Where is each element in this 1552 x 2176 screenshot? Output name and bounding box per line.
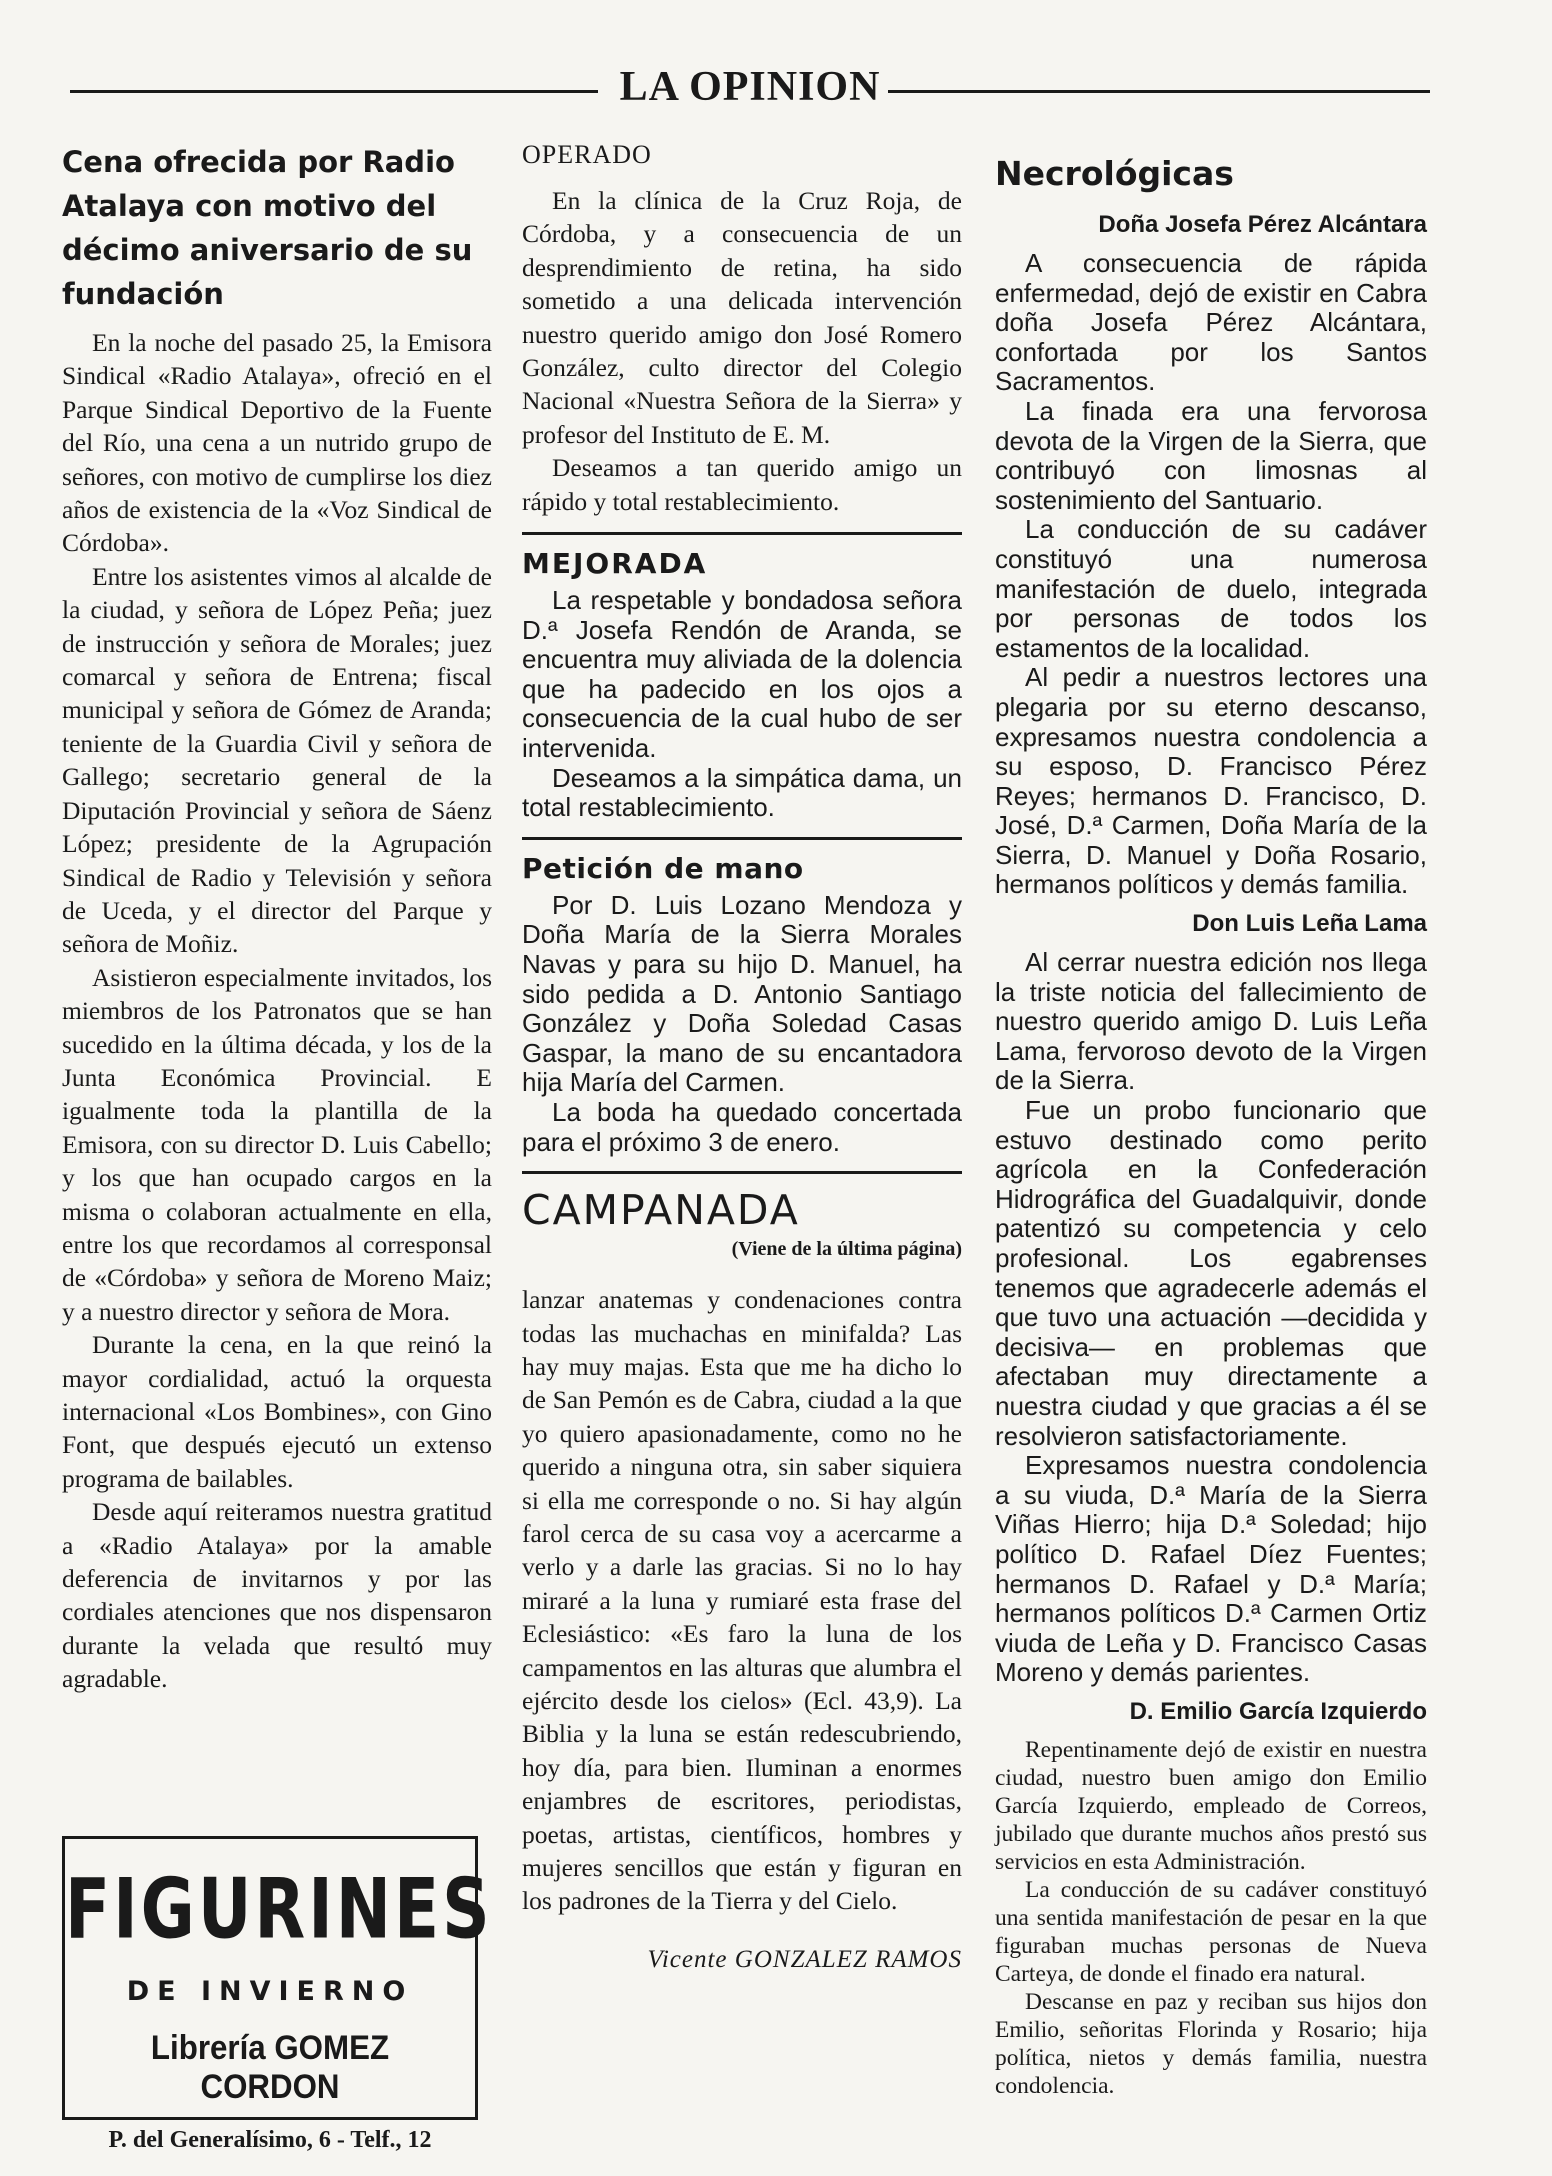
campanada-body — [522, 1283, 962, 1918]
figurines-advertisement — [62, 1836, 493, 2153]
section-title-necrologicas: Necrológicas — [995, 154, 1234, 193]
obituary-name: D. Emilio García Izquierdo — [1129, 1697, 1427, 1725]
masthead — [70, 62, 1430, 112]
ad-headline: FIGURINES — [65, 1861, 493, 1958]
section-title-campanada: CAMPANADA — [522, 1186, 800, 1235]
paragraph: La respetable y bondadosa señora D.ª Josefa Rendón de Aranda, se encuentra muy aliviada de la dolencia que ha padecido en los ojos a consecuencia de la cual hubo de ser intervenida. — [522, 585, 962, 764]
article-headline: Cena ofrecida por Radio Atalaya con motivo del décimo aniversario de su fundación — [62, 145, 473, 311]
page-title: LA OPINION — [619, 64, 881, 110]
section-divider — [522, 532, 962, 535]
ad-address: P. del Generalísimo, 6 - Telf., 12 — [108, 2127, 432, 2153]
paragraph: Por D. Luis Lozano Mendoza y Doña María de la Sierra Morales Navas y para su hijo D. Manuel, ha sido pedida a D. Antonio Santiago González y Doña Soledad Casas Gaspar, la mano de su encantadora hija María del Carmen. — [522, 889, 962, 1098]
author-signature: Vicente GONZALEZ RAMOS — [647, 1945, 962, 1973]
obituary-name: Don Luis Leña Lama — [1192, 910, 1427, 938]
paragraph: La conducción de su cadáver constituyó una sentida manifestación de pesar en la que figuraban muchas personas de Nueva Carteya, de donde el finado era natural. — [995, 1876, 1427, 1987]
paragraph: En la noche del pasado 25, la Emisora Sindical «Radio Atalaya», ofreció en el Parque Sindical Deportivo de la Fuente del Río, una cena a un nutrido grupo de señores, con motivo de cumplirse los diez años de existencia de la «Voz Sindical de Córdoba». — [62, 328, 492, 558]
section-divider — [522, 837, 962, 840]
obituary-name: Doña Josefa Pérez Alcántara — [1098, 211, 1427, 238]
paragraph: lanzar anatemas y condenaciones contra todas las muchachas en minifalda? Las hay muy majas. Esta que me ha dicho lo de San Pemón es de Cabra, ciudad a la que yo quiero apasionadamente, como no he querido a ninguna otra, sin saber siquiera si ella me corresponde o no. Si hay algún farol cerca de su casa voy a acercarme a verlo y a darle las gracias. Si no lo hay miraré a la luna y rumiaré esta frase del Eclesiástico: «Es faro la luna de los campamentos en las alturas que alumbra el ejército desde los cielos» (Ecl. 43,9). La Biblia y la luna se están redescubriendo, hoy día, para bien. Iluminan a enormes enjambres de escritores, periodistas, poetas, artistas, científicos, hombres y mujeres sencillos que están y figuran en los padrones de la Tierra y del Cielo. — [522, 1285, 962, 1916]
paragraph: Deseamos a la simpática dama, un total restablecimiento. — [522, 762, 962, 823]
obituary-body — [995, 1736, 1427, 2100]
paragraph: Expresamos nuestra condolencia a su viuda, D.ª María de la Sierra Viñas Hierro; hija D.ª Soledad; hijo político D. Rafael Díez Fuentes; hermanos D. Rafael y D.ª María; hermanos políticos D.ª Carmen Ortiz viuda de Leña y D. Francisco Casas Moreno y demás parientes. — [995, 1450, 1427, 1688]
section-divider — [522, 1171, 962, 1174]
paragraph: Asistieron especialmente invitados, los miembros de los Patronatos que se han sucedido en la última década, y los de la Junta Económica Provincial. E igualmente toda la plantilla de la Emisora, con su director D. Luis Cabello; y los que han ocupado cargos en la misma o colaboran actualmente en ella, entre los que recordamos al corresponsal de «Córdoba» y señora de Moreno Maiz; y a nuestro director y señora de Mora. — [62, 962, 492, 1326]
paragraph: En la clínica de la Cruz Roja, de Córdoba, y a consecuencia de un desprendimiento de retina, ha sido sometido a una delicada intervención nuestro querido amigo don José Romero González, culto director del Colegio Nacional «Nuestra Señora de la Sierra» y profesor del Instituto de E. M. — [522, 186, 962, 449]
operado-body — [522, 184, 962, 518]
column-radio-atalaya — [62, 140, 492, 1696]
peticion-body — [522, 891, 962, 1157]
section-title-operado: OPERADO — [522, 140, 652, 169]
paragraph: Desde aquí reiteramos nuestra gratitud a «Radio Atalaya» por la amable deferencia de invitarnos y por las cordiales atenciones que nos dispensaron durante la velada que resultó muy agradable. — [62, 1497, 492, 1694]
article-body — [62, 326, 492, 1696]
ad-subtitle: DE INVIERNO — [126, 1976, 414, 2007]
ad-store-name: Librería GOMEZ CORDON — [150, 2029, 390, 2106]
paragraph: La conducción de su cadáver constituyó una numerosa manifestación de duelo, integrada por personas de todos los estamentos de la localidad. — [995, 514, 1427, 663]
continuation-note: (Viene de la última página) — [731, 1238, 962, 1261]
paragraph: Al pedir a nuestros lectores una plegaria por su eterno descanso, expresamos nuestra condolencia a su esposo, D. Francisco Pérez Reyes; hermanos D. Francisco, D. José, D.ª Carmen, Doña María de la Sierra, D. Manuel y Doña Rosario, hermanos políticos y demás familia. — [995, 662, 1427, 900]
paragraph: Descanse en paz y reciban sus hijos don Emilio, señoritas Florinda y Rosario; hija política, nietos y demás familia, nuestra condolencia. — [995, 1988, 1427, 2099]
obituary-body — [995, 249, 1427, 900]
paragraph: La finada era una fervorosa devota de la Virgen de la Sierra, que contribuyó con limosnas al sostenimiento del Santuario. — [995, 395, 1427, 515]
paragraph: Fue un probo funcionario que estuvo destinado como perito agrícola en la Confederación Hidrográfica del Guadalquivir, donde patentizó su competencia y celo profesional. Los egabrenses tenemos que agradecerle además el que tuvo una actuación —decidida y decisiva— en problemas que afectaban muy directamente a nuestra ciudad y que gracias a él se resolvieron satisfactoriamente. — [995, 1095, 1427, 1451]
paragraph: Al cerrar nuestra edición nos llega la triste noticia del fallecimiento de nuestro querido amigo D. Luis Leña Lama, fervoroso devoto de la Virgen de la Sierra. — [995, 947, 1427, 1096]
paragraph: Durante la cena, en la que reinó la mayor cordialidad, actuó la orquesta internacional «Los Bombines», con Gino Font, que después ejecutó un extenso programa de bailables. — [62, 1330, 492, 1493]
paragraph: Entre los asistentes vimos al alcalde de la ciudad, y señora de López Peña; juez de instrucción y señora de Morales; juez comarcal y señora de Entrena; fiscal municipal y señora de Gómez de Aranda; teniente de la Guardia Civil y señora de Gallego; secretario general de la Diputación Provincial y señora de Sáenz López; presidente de la Agrupación Sindical de Radio y Televisión y señora de Uceda, y el director del Parque y señora de Moñiz. — [62, 561, 492, 959]
paragraph: La boda ha quedado concertada para el próximo 3 de enero. — [522, 1096, 962, 1157]
masthead-rule-right — [888, 90, 1430, 93]
section-title-mejorada: MEJORADA — [522, 547, 708, 581]
column-social-notes — [522, 140, 962, 1974]
paragraph: A consecuencia de rápida enfermedad, dejó de existir en Cabra doña Josefa Pérez Alcántara, confortada por los Santos Sacramentos. — [995, 248, 1427, 397]
obituary-body — [995, 948, 1427, 1688]
paragraph: Repentinamente dejó de existir en nuestra ciudad, nuestro buen amigo don Emilio García Izquierdo, empleado de Correos, jubilado que durante muchos años prestó sus servicios en esta Administración. — [995, 1736, 1427, 1875]
paragraph: Deseamos a tan querido amigo un rápido y total restablecimiento. — [522, 453, 962, 516]
mejorada-body — [522, 586, 962, 823]
column-necrologicas — [995, 140, 1427, 2100]
section-title-peticion: Petición de mano — [522, 851, 804, 885]
